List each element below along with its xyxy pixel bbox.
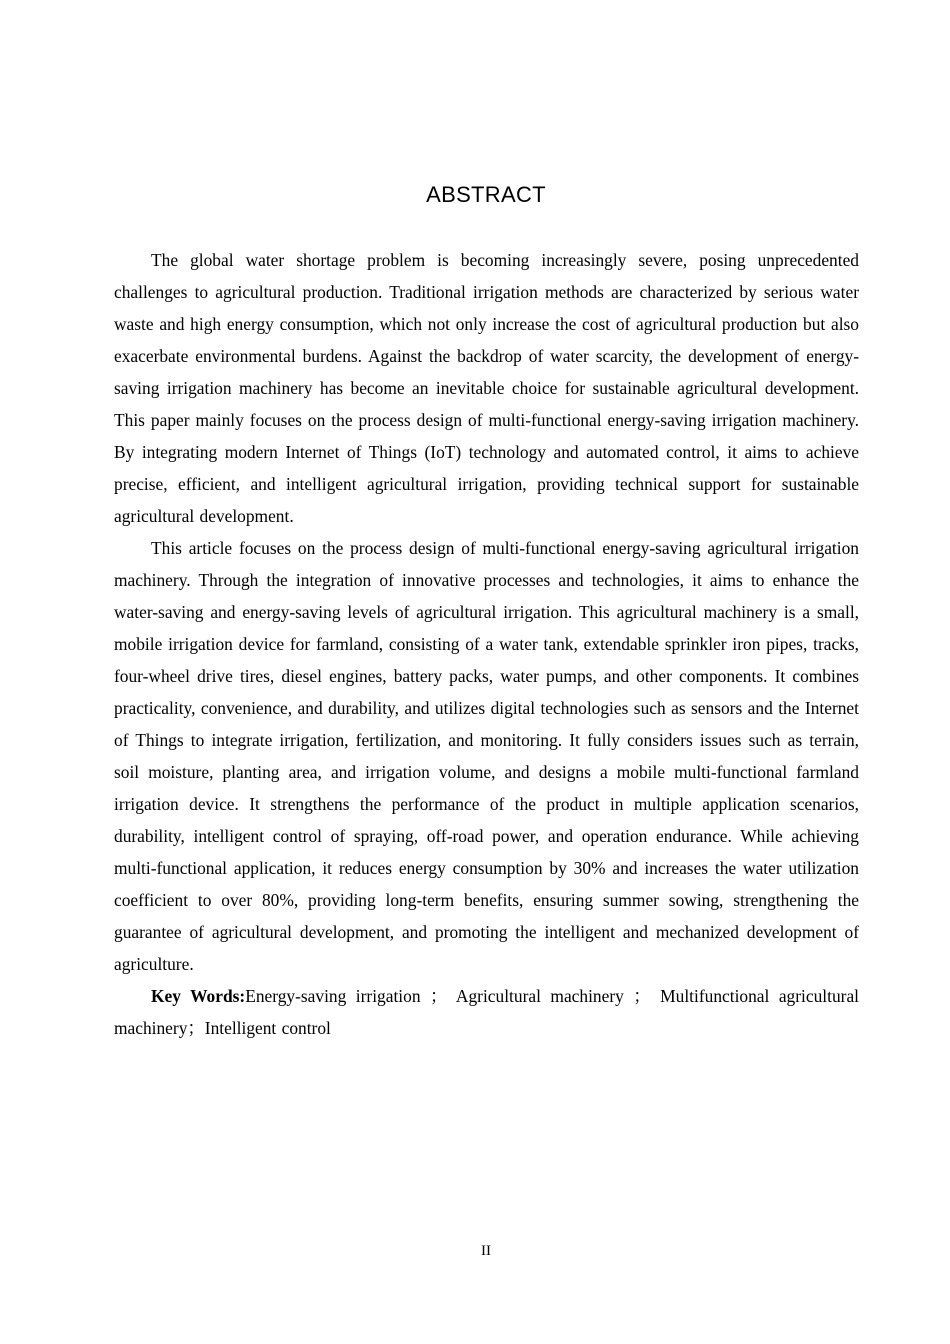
keywords-label: Key Words:	[151, 986, 246, 1006]
page-number: II	[481, 1243, 491, 1259]
keywords-line	[114, 980, 859, 1044]
abstract-paragraph-2: This article focuses on the process design of multi-functional energy-saving agricultural irrigation machinery. Through the integration of innovative processes and technologies, it aims to enhance the water-saving and energy-saving levels of agricultural irrigation. This agricultural machinery is a small, mobile irrigation device for farmland, consisting of a water tank, extendable sprinkler iron pipes, tracks, four-wheel drive tires, diesel engines, battery packs, water pumps, and other components. It combines practicality, convenience, and durability, and utilizes digital technologies such as sensors and the Internet of Things to integrate irrigation, fertilization, and monitoring. It fully considers issues such as terrain, soil moisture, planting area, and irrigation volume, and designs a mobile multi-functional farmland irrigation device. It strengthens the performance of the product in multiple application scenarios, durability, intelligent control of spraying, off-road power, and operation endurance. While achieving multi-functional application, it reduces energy consumption by 30% and increases the water utilization coefficient to over 80%, providing long-term benefits, ensuring summer sowing, strengthening the guarantee of agricultural development, and promoting the intelligent and mechanized development of agriculture.	[114, 538, 859, 974]
abstract-body	[114, 244, 859, 1044]
keywords-text: Energy-saving irrigation ； Agricultural machinery ； Multifunctional agricultural machinery；Intelligent control	[114, 986, 859, 1038]
abstract-paragraph-1: The global water shortage problem is becoming increasingly severe, posing unprecedented challenges to agricultural production. Traditional irrigation methods are characterized by serious water waste and high energy consumption, which not only increase the cost of agricultural production but also exacerbate environmental burdens. Against the backdrop of water scarcity, the development of energy-saving irrigation machinery has become an inevitable choice for sustainable agricultural development. This paper mainly focuses on the process design of multi-functional energy-saving irrigation machinery. By integrating modern Internet of Things (IoT) technology and automated control, it aims to achieve precise, efficient, and intelligent agricultural irrigation, providing technical support for sustainable agricultural development.	[114, 250, 859, 526]
page-title: ABSTRACT	[426, 182, 546, 207]
